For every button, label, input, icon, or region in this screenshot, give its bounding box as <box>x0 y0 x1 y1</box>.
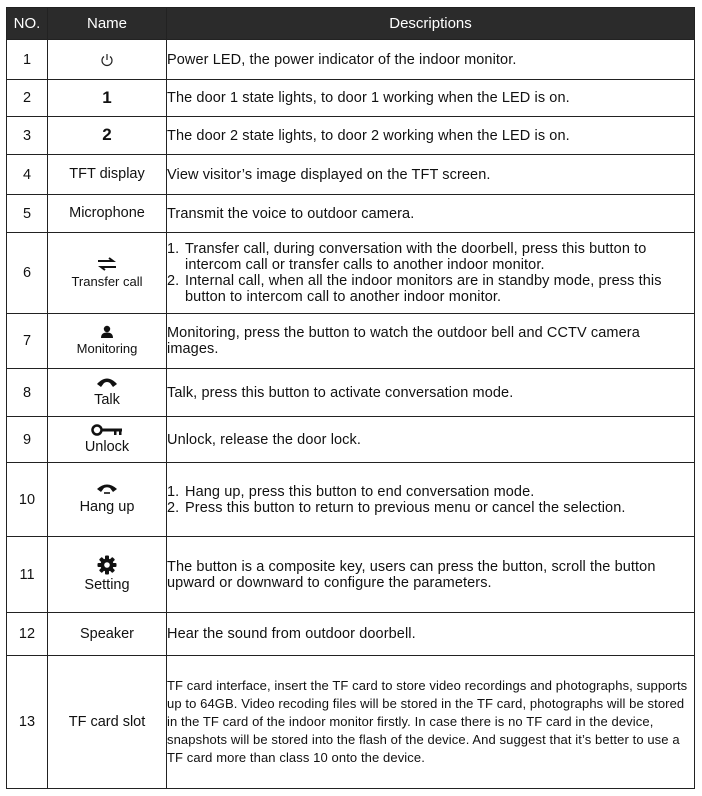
name-cell <box>48 314 167 369</box>
row-number: 8 <box>7 369 48 417</box>
list-item: 1. Hang up, press this button to end conversation mode. <box>167 483 535 500</box>
name-cell <box>48 537 167 613</box>
row-number: 11 <box>7 537 48 613</box>
door-2-indicator: 2 <box>102 125 112 144</box>
table-row <box>7 613 695 656</box>
header-desc: Descriptions <box>167 8 695 40</box>
list-item: 2. Internal call, when all the indoor monitors are in standby mode, press this button to intercom call to another indoor monitor. <box>167 273 662 305</box>
description: Talk, press this button to activate conversation mode. <box>167 369 695 417</box>
name-cell: Speaker <box>48 613 167 656</box>
name-label: Unlock <box>84 439 130 455</box>
table-row <box>7 463 695 537</box>
table-row <box>7 155 695 195</box>
name-cell <box>48 80 167 117</box>
description <box>167 463 695 537</box>
name-cell <box>48 369 167 417</box>
table-row <box>7 537 695 613</box>
transfer-arrows-icon <box>96 257 118 271</box>
row-number: 7 <box>7 314 48 369</box>
name-label: Hang up <box>79 499 135 515</box>
table-row <box>7 417 695 463</box>
name-cell <box>48 117 167 155</box>
description: View visitor’s image displayed on the TFT screen. <box>167 155 695 195</box>
table-row <box>7 656 695 789</box>
list-item: 2. Press this button to return to previous menu or cancel the selection. <box>167 499 626 516</box>
row-number: 2 <box>7 80 48 117</box>
description: Power LED, the power indicator of the indoor monitor. <box>167 40 695 80</box>
table-row <box>7 314 695 369</box>
description: Transmit the voice to outdoor camera. <box>167 195 695 233</box>
description: Hear the sound from outdoor doorbell. <box>167 613 695 656</box>
row-number: 4 <box>7 155 48 195</box>
table-header-row <box>7 8 695 40</box>
name-cell <box>48 233 167 314</box>
description: Monitoring, press the button to watch the outdoor bell and CCTV camera images. <box>167 314 695 369</box>
row-number: 13 <box>7 656 48 789</box>
table-row <box>7 117 695 155</box>
name-cell <box>48 463 167 537</box>
name-label: Setting <box>84 577 130 593</box>
row-number: 1 <box>7 40 48 80</box>
row-number: 10 <box>7 463 48 537</box>
header-name: Name <box>48 8 167 40</box>
header-no: NO. <box>7 8 48 40</box>
door-1-indicator: 1 <box>102 87 112 107</box>
key-icon <box>91 423 123 437</box>
name-cell: TFT display <box>48 155 167 195</box>
description: Unlock, release the door lock. <box>167 417 695 463</box>
table-row <box>7 195 695 233</box>
description: TF card interface, insert the TF card to store video recordings and photographs, supports up to 64GB. Video recoding files will be stored in the TF card, photographs will be stored in the TF card of the indoor monitor firstly. In case there is no TF card in the device, snapshots will be stored into the flash of the device. And suggest that it’s better to use a TF card more than class 10 onto the device. <box>167 656 695 789</box>
table-row <box>7 40 695 80</box>
spec-table <box>6 7 695 789</box>
gear-icon <box>97 555 117 575</box>
list-item: 1. Transfer call, during conversation with the doorbell, press this button to intercom call or transfer calls to another indoor monitor. <box>167 241 647 273</box>
power-icon <box>100 53 114 67</box>
person-icon <box>100 325 114 338</box>
name-cell: Microphone <box>48 195 167 233</box>
description: The button is a composite key, users can press the button, scroll the button upward or downward to configure the parameters. <box>167 537 695 613</box>
table-row <box>7 233 695 314</box>
table-row <box>7 80 695 117</box>
row-number: 9 <box>7 417 48 463</box>
name-label: Transfer call <box>71 273 143 289</box>
description: The door 2 state lights, to door 2 working when the LED is on. <box>167 117 695 155</box>
description: The door 1 state lights, to door 1 working when the LED is on. <box>167 80 695 117</box>
phone-icon <box>96 376 118 390</box>
name-label: Monitoring <box>76 341 138 356</box>
name-cell <box>48 40 167 80</box>
row-number: 5 <box>7 195 48 233</box>
name-cell <box>48 417 167 463</box>
row-number: 6 <box>7 233 48 314</box>
name-cell: TF card slot <box>48 656 167 789</box>
description <box>167 233 695 314</box>
table-row <box>7 369 695 417</box>
row-number: 12 <box>7 613 48 656</box>
row-number: 3 <box>7 117 48 155</box>
name-label: Talk <box>94 392 120 408</box>
hang-up-icon <box>96 483 118 497</box>
